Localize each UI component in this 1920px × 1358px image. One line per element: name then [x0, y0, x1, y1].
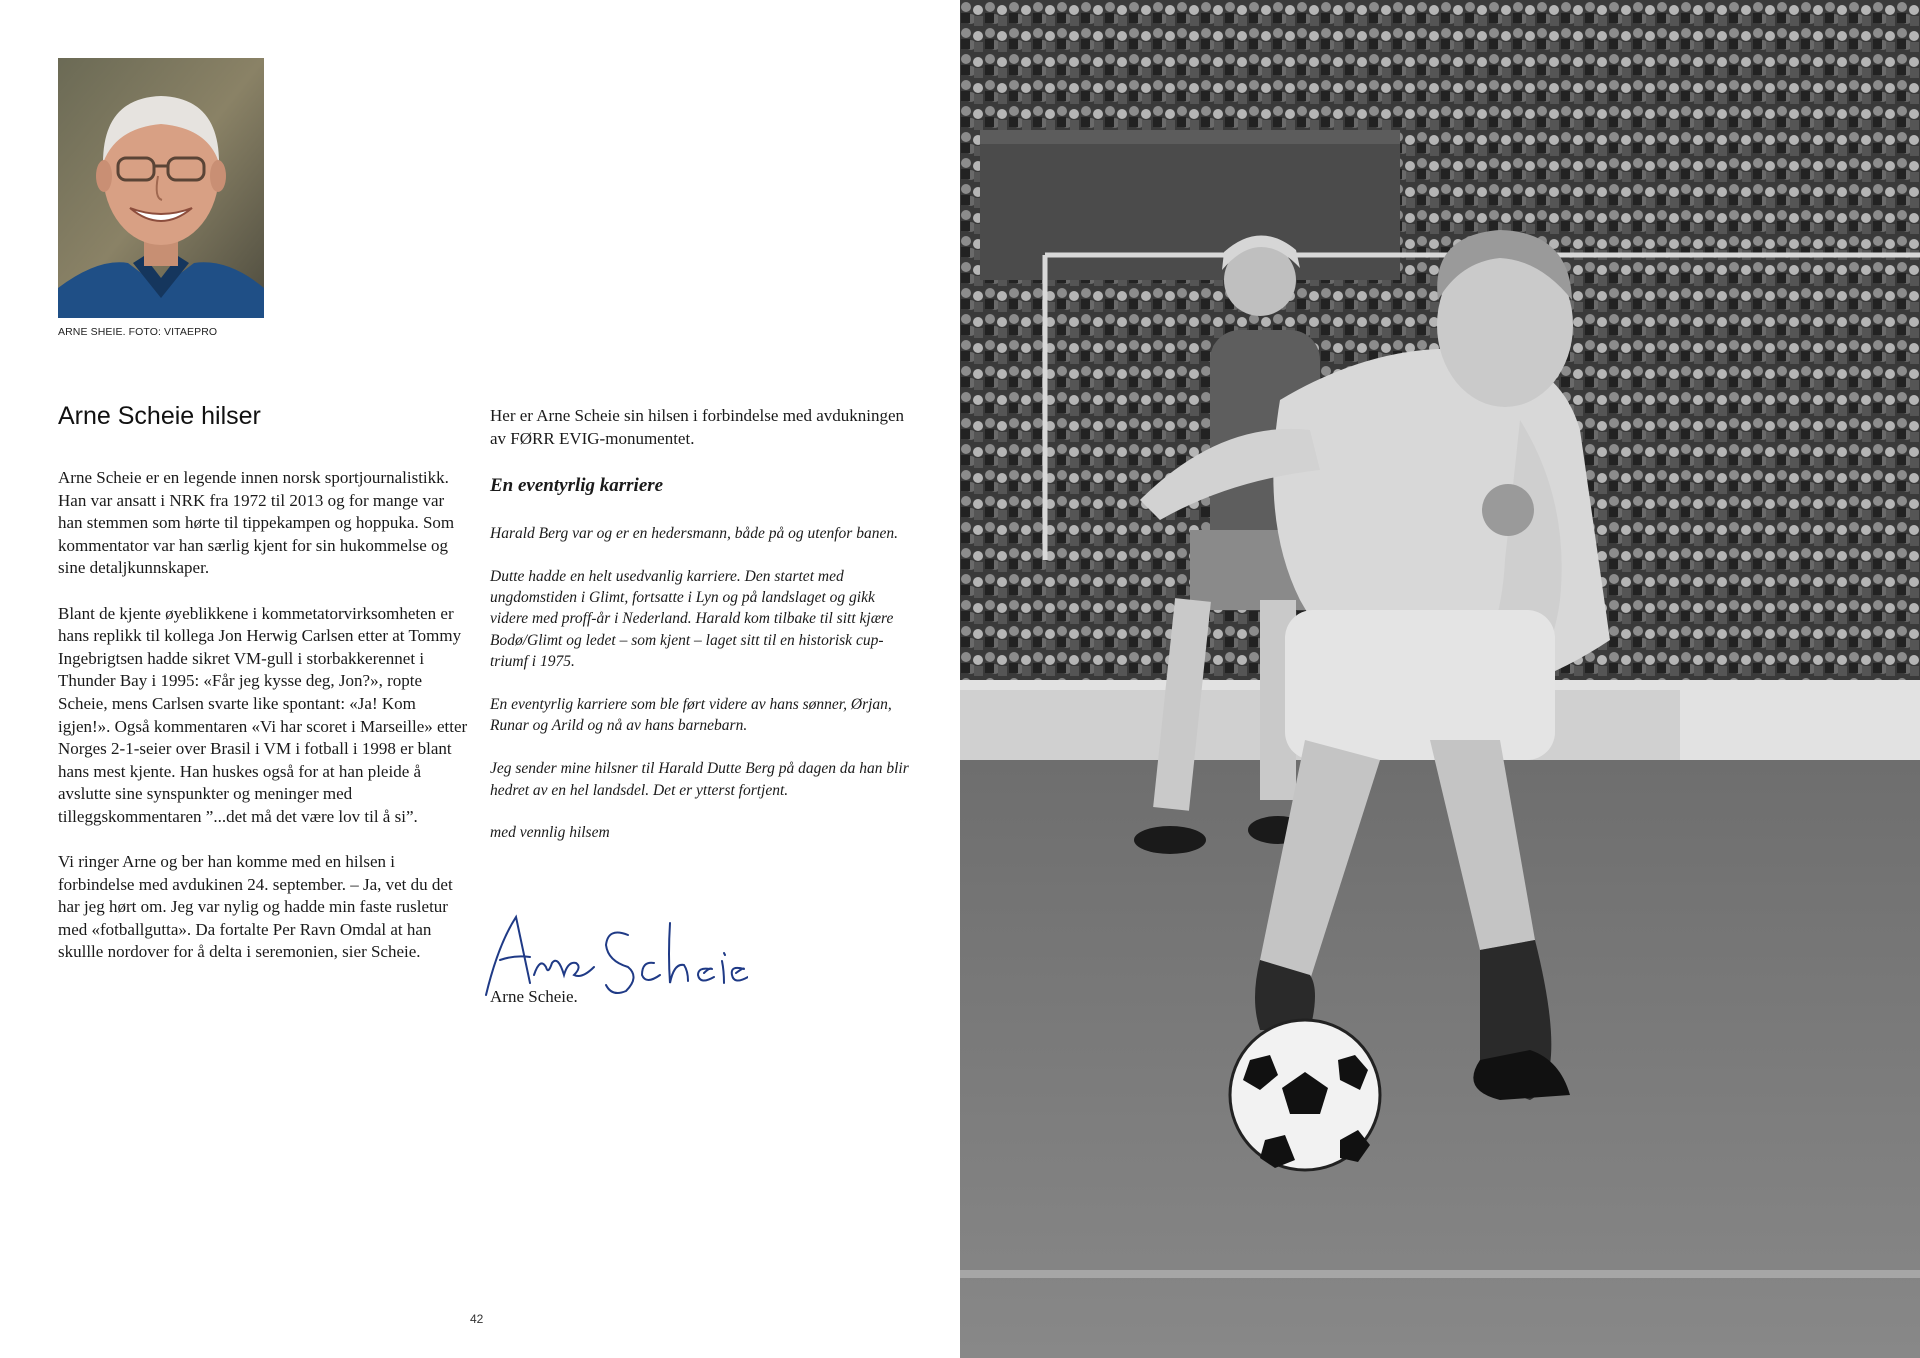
letter-closing: med vennlig hilsem: [490, 824, 610, 842]
letter-paragraph: Dutte hadde en helt usedvanlig karriere. Den startet med ungdomstiden i Glimt, fortsatte i Lyn og på landslaget og gikk videre med proff-år i Nederland. Harald kom tilbake til sitt kjære Bodø/Glimt og ledet – som kjent – laget sitt til en historisk cup-triumf i 1975.: [490, 567, 894, 671]
signature-name: Arne Scheie.: [490, 987, 578, 1006]
intro-paragraph: Her er Arne Scheie sin hilsen i forbindelse med avdukningen av FØRR EVIG-monumentet.: [490, 406, 905, 448]
handwritten-signature: [478, 905, 748, 1000]
portrait-photo: [58, 58, 264, 318]
article-paragraph: Vi ringer Arne og ber han komme med en hilsen i forbindelse med avdukinen 24. september. – Ja, vet du det har jeg hørt om. Jeg var nylig og hadde min faste rusletur med «fotballgutta». Da fortalte Per Ravn Omdal at han skullle nordover for å delta i seremonien, sier Scheie.: [58, 852, 453, 962]
greeting-letter: [490, 523, 910, 844]
article-headline: Arne Scheie hilser: [58, 402, 261, 430]
letter-paragraph: En eventyrlig karriere som ble ført videre av hans sønner, Ørjan, Runar og Arild og nå av hans barnebarn.: [490, 696, 892, 735]
article-body-right: [490, 405, 910, 865]
action-photo: [960, 0, 1920, 1358]
letter-subhead: En eventyrlig karriere: [490, 474, 664, 496]
article-paragraph: Blant de kjente øyeblikkene i kommetatorvirksomheten er hans replikk til kollega Jon Herwig Carlsen etter at Tommy Ingebrigtsen hadde sikret VM-gull i storbakkerennet i Thunder Bay i 1995: «Får jeg kysse deg, Jon?», ropte Scheie, mens Carlsen svarte like spontant: «Ja! Kom igjen!». Også kommentaren «Vi har scoret i Marseille» etter Norges 2-1-seier over Brasil i VM i fotball i 1998 er blant hans mest kjente. Han huskes også for at han pleide å avslutte sine synspunkter og meninger med tilleggskommentaren ”...det må det være lov til å si”.: [58, 603, 468, 826]
letter-paragraph: Jeg sender mine hilsner til Harald Dutte Berg på dagen da han blir hedret av en hel landsdel. Det er ytterst fortjent.: [490, 760, 909, 799]
page-number: 42: [470, 1312, 484, 1326]
article-body-left: [58, 467, 468, 987]
letter-paragraph: Harald Berg var og er en hedersmann, både på og utenfor banen.: [490, 524, 898, 542]
portrait-caption: ARNE SHEIE. FOTO: VITAEPRO: [58, 326, 218, 338]
article-paragraph: Arne Scheie er en legende innen norsk sportjournalistikk. Han var ansatt i NRK fra 1972 til 2013 og for mange var han stemmen som hørte til tippekampen og hoppuka. Som kommentator var han særlig kjent for sin hukommelse og sine detaljkunnskaper.: [58, 468, 455, 578]
